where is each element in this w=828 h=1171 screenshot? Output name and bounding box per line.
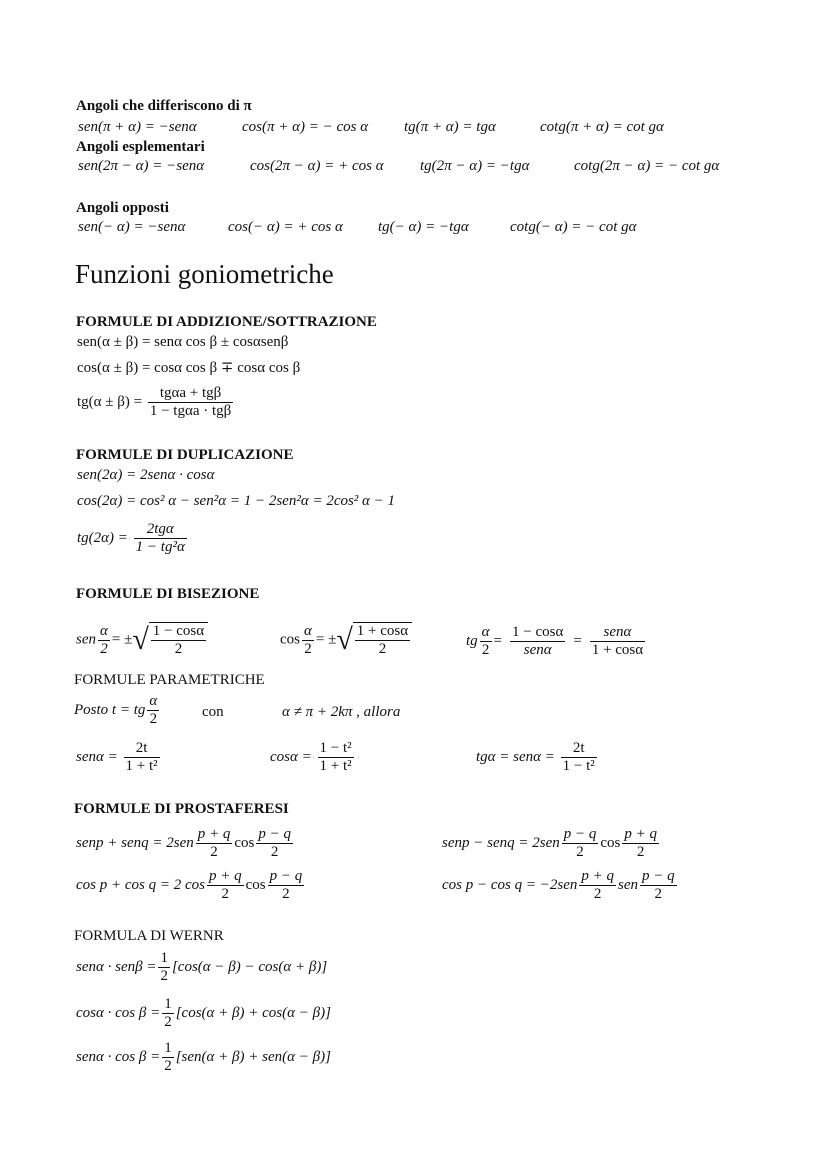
heading-werner: FORMULA DI WERNR — [74, 928, 224, 944]
formula-param-cos-den: 1 + t² — [319, 758, 352, 774]
formula-bis-tg-fraction1 — [510, 624, 565, 659]
formula-bis-sen-pm: = ± — [111, 631, 133, 648]
formula-bis-sen-half — [98, 623, 110, 658]
formula-prost-4-a-den: 2 — [593, 886, 602, 902]
formula-add-tg-fraction — [148, 385, 233, 420]
formula-bis-cos-sqrt — [336, 622, 412, 658]
formula-pi-sen: sen(π + α) = −senα — [78, 119, 197, 135]
formula-bis-sen-half-num: α — [100, 622, 108, 639]
formula-param-sen — [76, 740, 162, 775]
formula-dup-cos: cos(2α) = cos² α − sen²α = 1 − 2sen²α = 2cos² α − 1 — [77, 493, 396, 509]
formula-prost-3-a-den: 2 — [221, 886, 230, 902]
formula-prost-3-mid: cos — [245, 876, 266, 893]
formula-opp-tg: tg(− α) = −tgα — [378, 219, 469, 235]
formula-prost-4-b-num: p − q — [641, 868, 675, 884]
formula-opp-cos: cos(− α) = + cos α — [228, 219, 343, 235]
formula-prost-4-a-num: p + q — [581, 868, 614, 884]
formula-bis-cos-rad-fraction — [355, 623, 410, 658]
formula-werner-1-lhs: senα · senβ = — [76, 958, 157, 975]
formula-pi-cos: cos(π + α) = − cos α — [242, 119, 369, 135]
formula-param-sen-den: 1 + t² — [125, 758, 158, 774]
formula-param-cos-num: 1 − t² — [319, 740, 352, 756]
formula-add-cos: cos(α ± β) = cosα cos β ∓ cosα cos β — [77, 360, 301, 376]
formula-bis-cos-rad-num: 1 + cosα — [356, 623, 409, 639]
heading-addizione: FORMULE DI ADDIZIONE/SOTTRAZIONE — [76, 314, 377, 330]
heading-angoli-opposti: Angoli opposti — [76, 200, 169, 216]
formula-prost-3-frac-b — [268, 868, 305, 903]
formula-param-tg-lhs: tgα = senα = — [476, 748, 555, 765]
formula-prost-2-lhs: senp − senq = 2sen — [442, 834, 560, 851]
formula-werner-1-half-den: 2 — [160, 968, 168, 984]
formula-prost-4-mid: sen — [617, 876, 638, 893]
formula-prost-3-b-num: p − q — [269, 868, 303, 884]
formula-espl-sen: sen(2π − α) = −senα — [78, 158, 205, 174]
formula-param-posto-half-num: α — [149, 693, 158, 709]
formula-opp-sen: sen(− α) = −senα — [78, 219, 186, 235]
formula-param-sen-fraction — [124, 740, 160, 775]
formula-prost-2-frac-a — [562, 826, 599, 861]
formula-prost-3-frac-a — [207, 868, 244, 903]
formula-param-posto-half — [147, 693, 159, 728]
formula-pi-tg: tg(π + α) = tgα — [404, 119, 496, 135]
formula-prost-2-a-den: 2 — [576, 844, 584, 860]
formula-bis-tg-f1-den: senα — [523, 642, 552, 658]
formula-werner-1 — [76, 950, 327, 985]
formula-prost-1-b-num: p − q — [258, 826, 291, 842]
heading-duplicazione: FORMULE DI DUPLICAZIONE — [76, 447, 294, 463]
formula-prost-3 — [76, 868, 306, 903]
formula-bis-sen — [76, 622, 208, 658]
formula-param-con: con — [202, 704, 224, 720]
heading-angoli-pi: Angoli che differiscono di π — [76, 98, 252, 114]
formula-pi-cotg: cotg(π + α) = cot gα — [540, 119, 664, 135]
formula-bis-tg-f2-den: 1 + cosα — [591, 642, 644, 658]
formula-bis-sen-rad-num: 1 − cosα — [152, 623, 205, 639]
formula-param-cos-fraction — [318, 740, 354, 775]
formula-bis-tg-f2-num: senα — [590, 624, 645, 642]
formula-werner-3-half-num: 1 — [164, 1040, 172, 1056]
formula-prost-2-mid: cos — [600, 834, 621, 851]
formula-add-tg-den: 1 − tgαa · tgβ — [149, 403, 232, 419]
formula-param-tg — [476, 740, 599, 775]
formula-werner-3-rhs: [sen(α + β) + sen(α − β)] — [175, 1048, 331, 1065]
formula-add-sen: sen(α ± β) = senα cos β ± cosαsenβ — [77, 334, 289, 350]
formula-bis-cos-rad-den: 2 — [378, 641, 387, 657]
formula-prost-1-a-den: 2 — [210, 844, 218, 860]
formula-bis-cos-half-den: 2 — [304, 640, 312, 657]
formula-bis-sen-sqrt — [132, 622, 208, 658]
formula-bis-cos-half — [302, 623, 314, 658]
formula-add-tg-lhs: tg(α ± β) = — [77, 393, 143, 410]
formula-dup-tg-lhs: tg(2α) = — [77, 529, 128, 546]
formula-add-tg-num: tgαa + tgβ — [148, 385, 233, 403]
formula-param-tg-den: 1 − t² — [562, 758, 595, 774]
formula-bis-tg-eq2: = — [573, 632, 582, 649]
page-title: Funzioni goniometriche — [75, 259, 334, 289]
formula-bis-sen-rad-den: 2 — [174, 641, 183, 657]
formula-param-posto-lhs: Posto t = tg — [74, 701, 146, 718]
formula-espl-cos: cos(2π − α) = + cos α — [250, 158, 384, 174]
formula-werner-2-half-num: 1 — [164, 996, 172, 1012]
formula-dup-tg-fraction — [134, 521, 187, 556]
formula-prost-2-b-num: p + q — [624, 826, 657, 842]
formula-werner-2 — [76, 996, 331, 1031]
formula-werner-2-lhs: cosα · cos β = — [76, 1004, 161, 1021]
formula-werner-3-half-den: 2 — [164, 1058, 172, 1074]
formula-prost-1-lhs: senp + senq = 2sen — [76, 834, 194, 851]
heading-parametriche: FORMULE PARAMETRICHE — [74, 672, 265, 688]
formula-prost-2-frac-b — [622, 826, 659, 861]
formula-dup-tg-den: 1 − tg²α — [135, 539, 185, 555]
formula-bis-tg — [466, 624, 653, 659]
formula-werner-1-half-num: 1 — [160, 950, 168, 966]
formula-werner-3-half — [162, 1040, 174, 1075]
formula-prost-3-a-num: p + q — [208, 868, 242, 884]
formula-werner-2-rhs: [cos(α + β) + cos(α − β)] — [175, 1004, 331, 1021]
formula-opp-cotg: cotg(− α) = − cot gα — [510, 219, 637, 235]
formula-prost-1-a-num: p + q — [197, 826, 231, 842]
formula-bis-tg-lhs: tg — [466, 632, 478, 649]
formula-prost-1-frac-a — [196, 826, 233, 861]
formula-espl-cotg: cotg(2π − α) = − cot gα — [574, 158, 720, 174]
formula-bis-tg-half — [480, 624, 492, 659]
formula-param-sen-lhs: senα = — [76, 748, 118, 765]
formula-espl-tg: tg(2π − α) = −tgα — [420, 158, 530, 174]
formula-prost-1-b-den: 2 — [270, 844, 279, 860]
formula-add-tg — [77, 385, 235, 420]
formula-bis-tg-half-num: α — [481, 624, 490, 640]
formula-prost-2 — [442, 826, 661, 861]
formula-prost-4-frac-b — [640, 868, 677, 903]
formula-param-tg-num: 2t — [561, 740, 597, 758]
formula-param-posto — [74, 693, 161, 728]
heading-prostaferesi: FORMULE DI PROSTAFERESI — [74, 801, 289, 817]
formula-prost-2-b-den: 2 — [636, 844, 645, 860]
formula-prost-4 — [442, 868, 679, 903]
formula-prost-4-frac-a — [579, 868, 616, 903]
formula-prost-1-frac-b — [256, 826, 293, 861]
formula-bis-cos — [280, 622, 412, 658]
formula-bis-cos-half-num: α — [304, 622, 312, 639]
sqrt-symbol: √ — [336, 623, 353, 656]
formula-prost-4-lhs: cos p − cos q = −2sen — [442, 876, 578, 893]
formula-bis-sen-half-den: 2 — [100, 640, 108, 657]
formula-dup-tg-num: 2tgα — [134, 521, 187, 539]
formula-bis-tg-f1-num: 1 − cosα — [512, 624, 564, 640]
formula-bis-sen-lhs: sen — [76, 631, 96, 648]
formula-param-cond: α ≠ π + 2kπ , allora — [282, 704, 401, 720]
formula-dup-tg — [77, 521, 189, 556]
heading-bisezione: FORMULE DI BISEZIONE — [76, 586, 260, 602]
formula-param-sen-num: 2t — [124, 740, 160, 758]
formula-werner-1-rhs: [cos(α − β) − cos(α + β)] — [171, 958, 328, 975]
formula-prost-1-mid: cos — [234, 834, 255, 851]
formula-param-tg-fraction — [561, 740, 597, 775]
formula-bis-cos-lhs: cos — [280, 631, 300, 648]
formula-prost-4-b-den: 2 — [654, 886, 663, 902]
formula-prost-1 — [76, 826, 295, 861]
sqrt-symbol: √ — [132, 623, 149, 656]
formula-bis-cos-pm: = ± — [315, 631, 337, 648]
formula-prost-3-lhs: cos p + cos q = 2 cos — [76, 876, 205, 893]
formula-werner-3-lhs: senα · cos β = — [76, 1048, 161, 1065]
formula-bis-tg-half-den: 2 — [481, 642, 490, 658]
formula-param-cos-lhs: cosα = — [270, 748, 312, 765]
formula-bis-sen-rad-fraction — [151, 623, 206, 658]
formula-werner-1-half — [158, 950, 170, 985]
formula-bis-tg-eq1: = — [493, 632, 503, 649]
formula-dup-sen: sen(2α) = 2senα · cosα — [77, 467, 215, 483]
heading-angoli-esplementari: Angoli esplementari — [76, 139, 205, 155]
formula-prost-2-a-num: p − q — [563, 826, 597, 842]
formula-param-cos — [270, 740, 356, 775]
formula-werner-2-half — [162, 996, 174, 1031]
formula-bis-tg-fraction2 — [590, 624, 645, 659]
formula-werner-3 — [76, 1040, 331, 1075]
formula-prost-3-b-den: 2 — [282, 886, 290, 902]
formula-param-posto-half-den: 2 — [149, 711, 158, 727]
formula-werner-2-half-den: 2 — [164, 1014, 172, 1030]
